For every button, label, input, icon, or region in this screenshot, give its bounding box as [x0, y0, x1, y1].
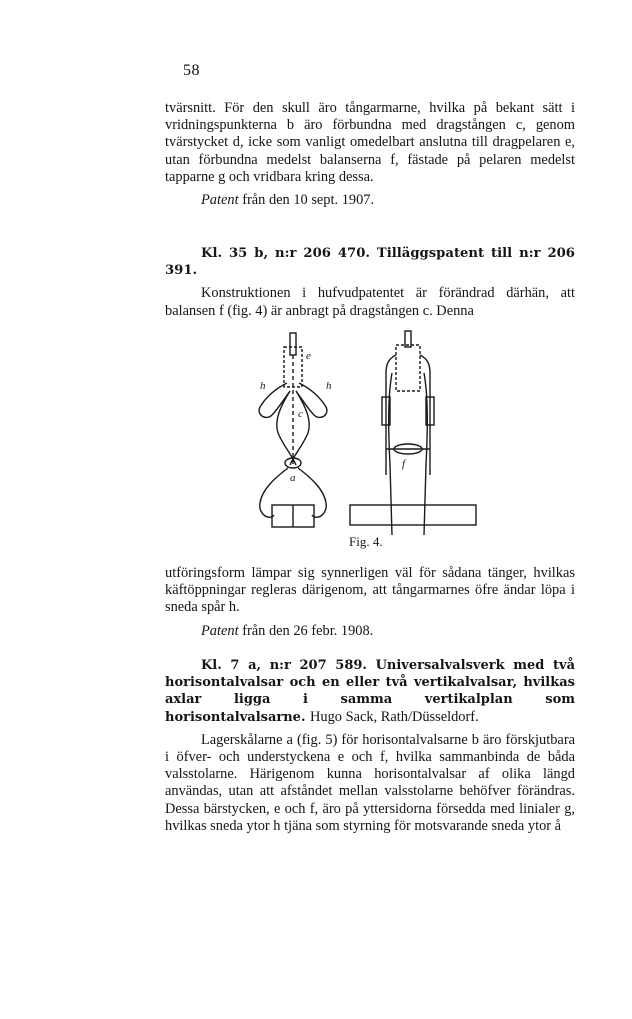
section-kl35b [165, 245, 575, 320]
figure-caption: Fig. 4. [349, 534, 383, 549]
paragraph-embodiment: utföringsform lämpar sig synnerligen väl för sådana tänger, hvilkas käftöppningar regleras därigenom, att tångarmarnes öfre ändar löpa i sneda spår h. [165, 565, 575, 616]
section-kl7a [165, 657, 575, 835]
paragraph-rolling-mill: Lagerskålarne a (fig. 5) för horisontalvalsarne b äro förskjutbara i öfver- och understyckena e och f, hvilka sammanbinda de båda valsstolarne. Härigenom kunna horisontalvalsar af olika längd användas, utan att afståndet mellan valsstolarne behöfver förändras. Dessa bärstycken, e och f, äro på yttersidorna försedda med linialer g, hvilkas sneda ytor h tjäna som styrning för motsvarande sneda ytor å [165, 731, 575, 834]
page-number: 58 [183, 62, 200, 79]
figure-4-illustration [240, 325, 500, 555]
patent-label-2: Patent [201, 622, 239, 639]
patent-date-line [165, 192, 575, 209]
fig-label-h-right: h [326, 380, 332, 392]
paragraph-tongs-description: tvärsnitt. För den skull äro tångarmarne, hvilka på bekant sätt i vridningspunkterna b äro förbundna med dragstången c, genom tvärstycket d, icke som vanligt omedelbart anslutna till dragpelaren e, utan förbundna medelst balanserna f, fästade på pelaren medelst tapparne g och vridbara kring dessa. [165, 100, 575, 185]
fig-label-h-left: h [260, 380, 266, 392]
patent-date: från den 10 sept. 1907. [242, 192, 375, 209]
patent-label: Patent [201, 192, 239, 209]
heading-title: Kl. 7 a, n:r 207 589. Universalvalsverk med två horisontalvalsar och en eller två vertikalvalsar, hvilkas axlar ligga i samma vertikalplan som horisontalvalsarne. [165, 658, 575, 725]
patent-date-2: från den 26 febr. 1908. [242, 622, 374, 639]
section-heading: Kl. 35 b, n:r 206 470. Tilläggspatent till n:r 206 391. [165, 246, 575, 279]
fig-label-e: e [306, 350, 311, 362]
author-name: Hugo Sack, Rath/Düsseldorf. [310, 708, 479, 725]
paragraph-construction: Konstruktionen i hufvudpatentet är förändrad därhän, att balansen f (fig. 4) är anbragt på dragstången c. Denna [165, 285, 575, 319]
fig-label-f: f [402, 458, 406, 470]
fig-label-a: a [290, 472, 296, 484]
section-heading-2 [165, 657, 575, 726]
section-fig4-continuation [165, 565, 575, 640]
fig-label-c: c [298, 408, 303, 420]
section-continuation [165, 100, 575, 209]
patent-date-line-2 [165, 623, 575, 640]
